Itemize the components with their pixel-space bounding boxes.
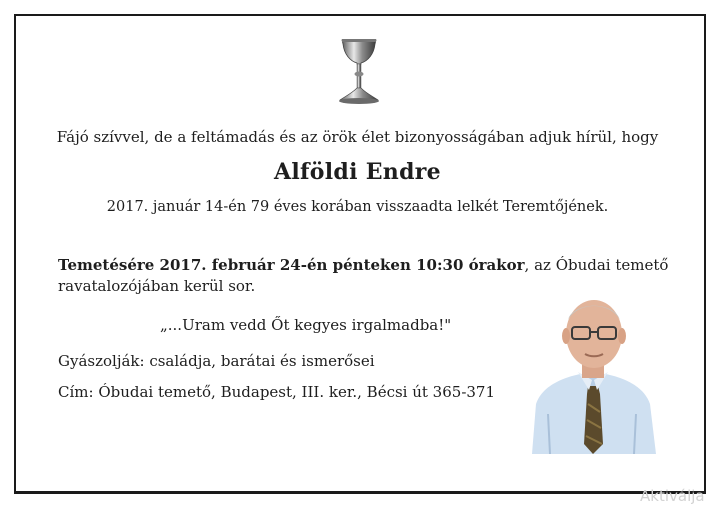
frame-bottom-rule <box>14 491 706 493</box>
address-text: Cím: Óbudai temető, Budapest, III. ker., Bécsi út 365-371 <box>58 383 496 401</box>
portrait-photo <box>528 294 658 454</box>
funeral-date-time: Temetésére 2017. február 24-én pénteken 10:30 órakor <box>58 256 525 274</box>
intro-text: Fájó szívvel, de a feltámadás és az örök élet bizonyosságában adjuk hírül, hogy <box>56 128 659 146</box>
deceased-name: Alföldi Endre <box>274 159 441 185</box>
chalice-icon <box>336 36 382 106</box>
funeral-details-line2: ravatalozójában kerül sor. <box>58 277 256 295</box>
prayer-quote: „...Uram vedd Őt kegyes irgalmadba!" <box>160 316 452 334</box>
activation-watermark: Aktiválja <box>640 487 705 505</box>
funeral-details <box>58 256 668 274</box>
funeral-location: , az Óbudai temető <box>524 256 669 274</box>
mourners-text: Gyászolják: családja, barátai és ismerősei <box>58 352 375 370</box>
death-announcement: 2017. január 14-én 79 éves korában visszaadta lelkét Teremtőjének. <box>106 199 609 215</box>
